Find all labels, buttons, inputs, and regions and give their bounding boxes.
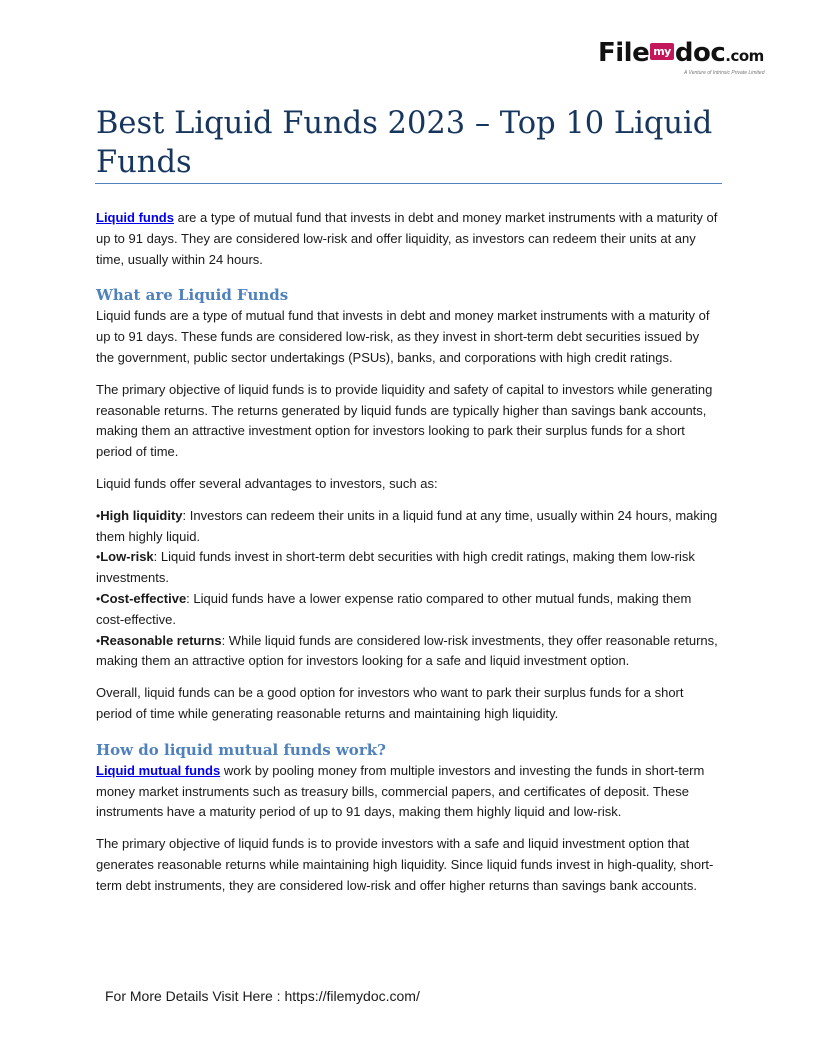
logo-my-badge: my: [650, 43, 674, 60]
advantages-list: [96, 506, 718, 672]
article-body: [96, 208, 718, 908]
logo-tagline: A Venture of Intrinsic Private Limited: [684, 70, 765, 76]
paragraph: Liquid funds are a type of mutual fund that invests in debt and money market instruments with a maturity of up to 91 days. These funds are considered low-risk, as they invest in short-term debt securities issued by the government, public sector undertakings (PSUs), banks, and corporations with high credit ratings.: [96, 308, 710, 365]
intro-paragraph: Liquid funds are a type of mutual fund that invests in debt and money market instruments with a maturity of up to 91 days. They are considered low-risk and offer liquidity, as investors can redeem their units at any time, usually within 24 hours.: [96, 210, 718, 267]
paragraph: Liquid funds offer several advantages to investors, such as:: [96, 475, 438, 491]
paragraph: The primary objective of liquid funds is to provide liquidity and safety of capital to investors while generating reasonable returns. The returns generated by liquid funds are typically higher than savings bank accounts, making them an attractive investment option for investors looking to park their surplus funds for a short period of time.: [96, 381, 713, 460]
list-item: •Low-risk: Liquid funds invest in short-term debt securities with high credit ratings, making them low-risk investments.: [96, 549, 695, 586]
footer-note: For More Details Visit Here : https://filemydoc.com/: [105, 988, 420, 1004]
paragraph: Liquid mutual funds work by pooling money from multiple investors and investing the funds in short-term money market instruments such as treasury bills, commercial papers, and certificates of deposit. These instruments have a maturity period of up to 91 days, making them highly liquid and low-risk.: [96, 762, 705, 820]
list-item: •High liquidity: Investors can redeem their units in a liquid fund at any time, usually within 24 hours, making them highly liquid.: [96, 507, 718, 544]
page-title: Best Liquid Funds 2023 – Top 10 Liquid Funds: [96, 106, 713, 180]
list-item: •Cost-effective: Liquid funds have a lower expense ratio compared to other mutual funds, making them cost-effective.: [96, 590, 692, 627]
section-heading-what: What are Liquid Funds: [96, 286, 289, 305]
title-divider: [95, 183, 722, 184]
bullet-icon: •: [96, 591, 101, 606]
logo-wordmark: File my doc.com: [598, 38, 764, 68]
liquid-funds-link[interactable]: Liquid funds: [96, 210, 174, 225]
list-item: •Reasonable returns: While liquid funds are considered low-risk investments, they offer reasonable returns, making them an attractive option for investors looking for a safe and liquid investment option.: [96, 632, 718, 669]
liquid-mutual-funds-link[interactable]: Liquid mutual funds: [96, 762, 221, 778]
section-heading-how: How do liquid mutual funds work?: [96, 740, 386, 759]
bullet-icon: •: [96, 550, 101, 565]
bullet-icon: •: [96, 633, 101, 648]
paragraph: Overall, liquid funds can be a good option for investors who want to park their surplus funds for a short period of time while generating reasonable returns and maintaining high liquidity.: [96, 685, 684, 721]
filemydoc-logo[interactable]: [598, 38, 798, 82]
paragraph: The primary objective of liquid funds is to provide investors with a safe and liquid investment option that generates reasonable returns while maintaining high liquidity. Since liquid funds invest in high-quality, short-term debt instruments, they are considered low-risk and offer higher returns than savings bank accounts.: [96, 836, 714, 893]
bullet-icon: •: [96, 508, 101, 523]
